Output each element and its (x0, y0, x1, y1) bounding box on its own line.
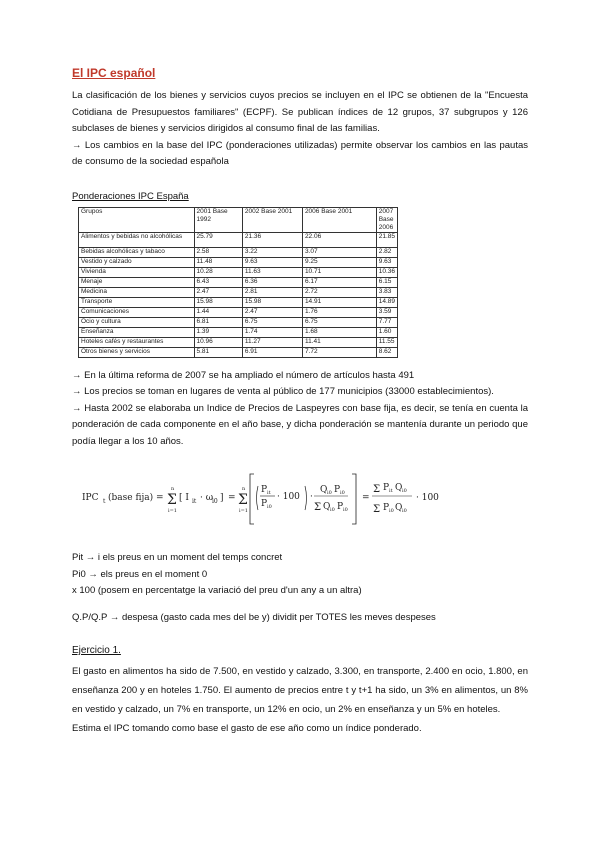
note-x100: x 100 (posem en percentatge la variació del preu d'un any a un altra) (72, 585, 362, 596)
bullet-prices: → Los precios se toman en lugares de venta al público de 177 municipios (33000 establecimientos). (72, 386, 494, 397)
frac2-den-sub2: i0 (343, 507, 348, 513)
frac2-num-mid: P (334, 485, 341, 495)
bullet-laspeyres: → Hasta 2002 se elaboraba un Indice de Precios de Laspeyres con base fija, es decir, se tenía en cuenta la ponderación de cada componente en el año base, y dicha ponderación se mantenía durante un periodo que podía llegar a los 10 años. (72, 402, 528, 447)
sum-upper-1: n (171, 486, 175, 492)
value-cell: 9.25 (302, 257, 376, 267)
value-cell: 11.63 (242, 267, 302, 277)
value-cell: 14.91 (302, 297, 376, 307)
value-cell: 7.77 (376, 317, 397, 327)
value-cell: 10.36 (376, 267, 397, 277)
value-cell: 6.17 (302, 277, 376, 287)
frac2-num-sub1: i0 (327, 490, 332, 496)
document-page (72, 66, 528, 738)
times-100: · 100 (277, 492, 300, 502)
term1-sub: it (192, 498, 197, 505)
intro-bullet: → Los cambios en la base del IPC (ponderaciones utilizadas) permite observar los cambios en las pautas de consumo de la sociedad española (72, 139, 528, 167)
formula-graphic (82, 468, 462, 530)
table-body (79, 232, 398, 357)
table-row (79, 257, 398, 267)
value-cell: 6.15 (376, 277, 397, 287)
table-heading: Ponderaciones IPC España (72, 190, 189, 202)
frac1-den-sub: i0 (267, 504, 272, 510)
value-cell: 11.48 (194, 257, 242, 267)
value-cell: 15.98 (242, 297, 302, 307)
notes-section (72, 550, 528, 626)
frac3-den-mid: Q (395, 503, 403, 513)
table-row (79, 307, 398, 317)
column-header: 2001 Base 1992 (194, 207, 242, 232)
summation-sign-1: Σ (167, 492, 177, 508)
value-cell: 5.81 (194, 347, 242, 357)
value-cell: 1.39 (194, 327, 242, 337)
frac2-den-sum: Σ (314, 502, 322, 513)
value-cell: 2.47 (242, 307, 302, 317)
row-label-cell: Transporte (79, 297, 195, 307)
table-row (79, 347, 398, 357)
value-cell: 15.98 (194, 297, 242, 307)
value-cell: 22.06 (302, 232, 376, 247)
value-cell: 1.76 (302, 307, 376, 317)
frac3-num: P (383, 483, 390, 493)
exercise-statement: El gasto en alimentos ha sido de 7.500, en vestido y calzado, 3.300, en transporte, 2.400 en ocio, 1.800, en enseñanza 200 y en hoteles 1.750. El aumento de precios entre t y t+1 ha sido, un 3% en alimentos, un 8% en vestido y calzado, un 7% en transporte, un 12% en ocio, un 2% en enseñanza y un 5% en hoteles. (72, 666, 528, 715)
value-cell: 3.83 (376, 287, 397, 297)
value-cell: 6.43 (194, 277, 242, 287)
formula-lhs: IPC (82, 493, 99, 503)
column-header: 2006 Base 2001 (302, 207, 376, 232)
term1-close: ] (220, 493, 224, 503)
value-cell: 9.63 (242, 257, 302, 267)
row-label-cell: Comunicaciones (79, 307, 195, 317)
table-row (79, 327, 398, 337)
frac2-den-sub1: i0 (330, 507, 335, 513)
frac3-num-mid: Q (395, 483, 403, 493)
column-header: Grupos (79, 207, 195, 232)
table-row (79, 297, 398, 307)
value-cell: 2.47 (194, 287, 242, 297)
frac1-den: P (261, 499, 268, 509)
cdot: · (310, 492, 313, 502)
sum-lower-1: i=1 (168, 508, 177, 514)
intro-paragraph: La clasificación de los bienes y servicios cuyos precios se incluyen en el IPC se obtienen de la "Encuesta Cotidiana de Presupuestos familiares" (ECPF). Se publican índices de 12 grupos, 37 subgrupos y 126 subclases de bienes y servicios dirigidos al consumo final de las familias. (72, 90, 528, 134)
row-label-cell: Alimentos y bebidas no alcohólicas (79, 232, 195, 247)
table-header-row (79, 207, 398, 232)
value-cell: 2.82 (376, 247, 397, 257)
row-label-cell: Hoteles cafés y restaurantes (79, 337, 195, 347)
table-row (79, 337, 398, 347)
weights-table (78, 207, 398, 358)
row-label-cell: Menaje (79, 277, 195, 287)
formula-lhs-sub: t (103, 498, 106, 505)
value-cell: 14.89 (376, 297, 397, 307)
equals-sign-1: = (228, 493, 236, 503)
frac1-num-sub: it (267, 490, 271, 496)
frac3-den: P (383, 503, 390, 513)
big-bracket-right (352, 474, 356, 524)
value-cell: 6.75 (302, 317, 376, 327)
value-cell: 1.60 (376, 327, 397, 337)
value-cell: 10.96 (194, 337, 242, 347)
equals-sign-2: = (362, 493, 370, 503)
note-qp: Q.P/Q.P → despesa (gasto cada mes del be y) dividit per TOTES les meves despeses (72, 611, 436, 623)
value-cell: 2.58 (194, 247, 242, 257)
term1-sub2: i0 (212, 498, 218, 505)
table-row (79, 277, 398, 287)
laspeyres-formula (82, 468, 528, 530)
frac3-num-sum: Σ (373, 484, 381, 495)
frac2-den-mid: P (337, 502, 344, 512)
frac3-den-sub1: i0 (389, 508, 394, 514)
big-bracket-left (250, 474, 254, 524)
frac2-den: Q (323, 502, 331, 512)
frac1-num: P (261, 485, 268, 495)
frac3-num-sub1: it (389, 488, 393, 494)
row-label-cell: Bebidas alcohólicas y tabaco (79, 247, 195, 257)
term1-open: [ I (179, 493, 189, 503)
table-row (79, 247, 398, 257)
summation-sign-2: Σ (238, 492, 248, 508)
value-cell: 6.36 (242, 277, 302, 287)
value-cell: 3.59 (376, 307, 397, 317)
value-cell: 6.91 (242, 347, 302, 357)
frac3-den-sub2: i0 (402, 508, 407, 514)
row-label-cell: Medicina (79, 287, 195, 297)
formula-lhs-paren: (base fija) = (108, 493, 164, 503)
paren-right (305, 486, 307, 510)
row-label-cell: Ocio y cultura (79, 317, 195, 327)
paren-left (257, 486, 259, 510)
value-cell: 9.63 (376, 257, 397, 267)
times-100-final: · 100 (416, 493, 439, 503)
note-pit: Pit → i els preus en un moment del temps concret (72, 552, 283, 563)
exercise-question: Estima el IPC tomando como base el gasto de ese año como un índice ponderado. (72, 723, 422, 734)
value-cell: 3.22 (242, 247, 302, 257)
value-cell: 2.81 (242, 287, 302, 297)
row-label-cell: Vivienda (79, 267, 195, 277)
value-cell: 11.27 (242, 337, 302, 347)
row-label-cell: Otros bienes y servicios (79, 347, 195, 357)
table-row (79, 287, 398, 297)
page-title: El IPC español (72, 66, 156, 80)
term1-mult: · ω (200, 493, 214, 503)
column-header: 2007 Base 2006 (376, 207, 397, 232)
value-cell: 3.07 (302, 247, 376, 257)
value-cell: 11.55 (376, 337, 397, 347)
exercise-section (72, 644, 528, 738)
frac2-num: Q (320, 485, 328, 495)
value-cell: 6.81 (194, 317, 242, 327)
exercise-title: Ejercicio 1. (72, 645, 121, 656)
frac3-num-sub2: i0 (402, 488, 407, 494)
value-cell: 1.44 (194, 307, 242, 317)
value-cell: 7.72 (302, 347, 376, 357)
value-cell: 10.28 (194, 267, 242, 277)
value-cell: 6.75 (242, 317, 302, 327)
value-cell: 8.62 (376, 347, 397, 357)
sum-upper-2: n (242, 486, 246, 492)
bullet-reform: → En la última reforma de 2007 se ha ampliado el número de artículos hasta 491 (72, 369, 415, 381)
table-row (79, 267, 398, 277)
value-cell: 2.72 (302, 287, 376, 297)
value-cell: 10.71 (302, 267, 376, 277)
note-pi0: Pi0 → els preus en el moment 0 (72, 568, 208, 580)
value-cell: 11.41 (302, 337, 376, 347)
column-header: 2002 Base 2001 (242, 207, 302, 232)
frac3-den-sum: Σ (373, 504, 381, 515)
value-cell: 1.74 (242, 327, 302, 337)
row-label-cell: Vestido y calzado (79, 257, 195, 267)
value-cell: 1.68 (302, 327, 376, 337)
value-cell: 25.79 (194, 232, 242, 247)
table-row (79, 232, 398, 247)
row-label-cell: Enseñanza (79, 327, 195, 337)
table-row (79, 317, 398, 327)
value-cell: 21.85 (376, 232, 397, 247)
value-cell: 21.36 (242, 232, 302, 247)
sum-lower-2: i=1 (239, 508, 248, 514)
frac2-num-sub2: i0 (340, 490, 345, 496)
